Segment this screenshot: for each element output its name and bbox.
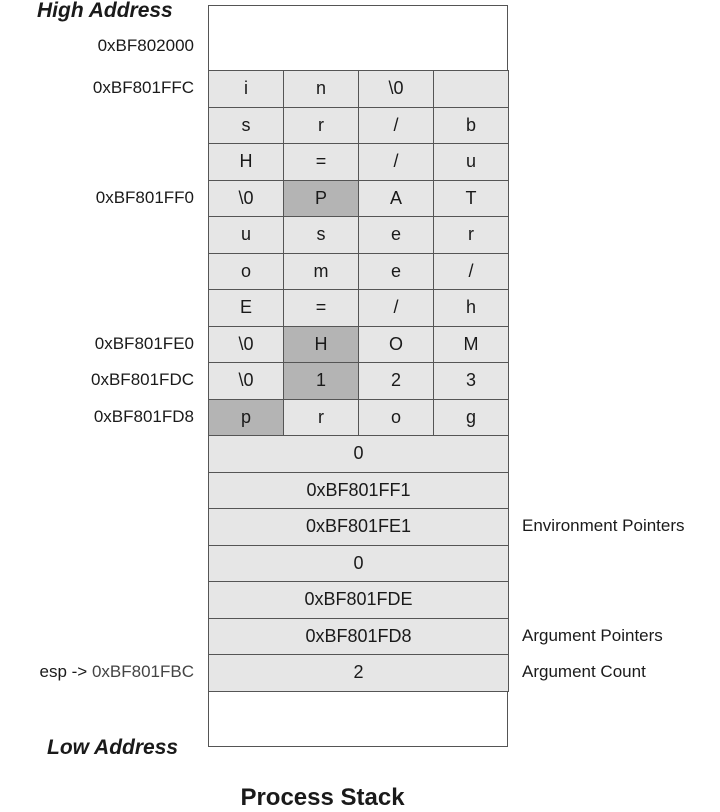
high-address-label: High Address: [37, 0, 173, 22]
stack-byte-cell: o: [358, 399, 434, 437]
stack-byte-cell: p: [208, 399, 284, 437]
stack-byte-cell: =: [283, 289, 359, 327]
stack-byte-cell: \0: [208, 180, 284, 218]
stack-byte-cell: h: [433, 289, 509, 327]
stack-byte-cell: n: [283, 70, 359, 108]
stack-byte-cell: =: [283, 143, 359, 181]
stack-byte-cell: \0: [358, 70, 434, 108]
stack-byte-cell: M: [433, 326, 509, 364]
stack-word-cell: 0: [208, 435, 509, 473]
stack-byte-cell: \0: [208, 362, 284, 400]
stack-byte-cell: /: [358, 143, 434, 181]
stack-byte-cell: 2: [358, 362, 434, 400]
process-stack-diagram: [208, 5, 508, 747]
stack-region-label: Argument Count: [522, 662, 646, 682]
address-label: [40, 662, 195, 682]
address-label: 0xBF801FFC: [92, 78, 194, 98]
stack-byte-cell: 3: [433, 362, 509, 400]
address-label: 0xBF801FDC: [91, 370, 194, 390]
stack-region-label: Environment Pointers: [522, 516, 685, 536]
stack-word-cell: 0: [208, 545, 509, 583]
stack-byte-cell: o: [208, 253, 284, 291]
diagram-title: Process Stack: [240, 784, 405, 811]
stack-byte-cell: T: [433, 180, 509, 218]
stack-byte-cell: /: [358, 107, 434, 145]
stack-byte-cell: r: [283, 399, 359, 437]
address-label: 0xBF801FD8: [93, 406, 194, 426]
stack-byte-cell: i: [208, 70, 284, 108]
stack-word-cell: 0xBF801FDE: [208, 581, 509, 619]
stack-byte-cell: u: [433, 143, 509, 181]
address-value: 0xBF801FBC: [91, 662, 194, 682]
low-address-label: Low Address: [47, 736, 179, 759]
stack-byte-cell: e: [358, 216, 434, 254]
stack-byte-cell: u: [208, 216, 284, 254]
stack-byte-cell: P: [283, 180, 359, 218]
address-label: 0xBF801FE0: [94, 333, 194, 353]
stack-byte-cell: g: [433, 399, 509, 437]
stack-byte-cell: 1: [283, 362, 359, 400]
stack-byte-cell: s: [208, 107, 284, 145]
stack-byte-cell: \0: [208, 326, 284, 364]
stack-byte-cell: H: [283, 326, 359, 364]
stack-byte-cell: [433, 70, 509, 108]
stack-byte-cell: r: [283, 107, 359, 145]
stack-byte-cell: r: [433, 216, 509, 254]
stack-byte-cell: /: [433, 253, 509, 291]
stack-byte-cell: A: [358, 180, 434, 218]
stack-byte-cell: m: [283, 253, 359, 291]
stack-byte-cell: H: [208, 143, 284, 181]
stack-byte-cell: O: [358, 326, 434, 364]
stack-byte-cell: E: [208, 289, 284, 327]
stack-word-cell: 0xBF801FF1: [208, 472, 509, 510]
stack-word-cell: 2: [208, 654, 509, 692]
stack-word-cell: 0xBF801FD8: [208, 618, 509, 656]
stack-region-label: Argument Pointers: [522, 625, 663, 645]
stack-byte-cell: s: [283, 216, 359, 254]
address-label: 0xBF801FF0: [95, 187, 194, 207]
stack-byte-cell: /: [358, 289, 434, 327]
address-label: 0xBF802000: [97, 36, 194, 55]
stack-byte-cell: e: [358, 253, 434, 291]
stack-word-cell: 0xBF801FE1: [208, 508, 509, 546]
stack-byte-cell: b: [433, 107, 509, 145]
esp-pointer-label: esp ->: [39, 662, 92, 682]
